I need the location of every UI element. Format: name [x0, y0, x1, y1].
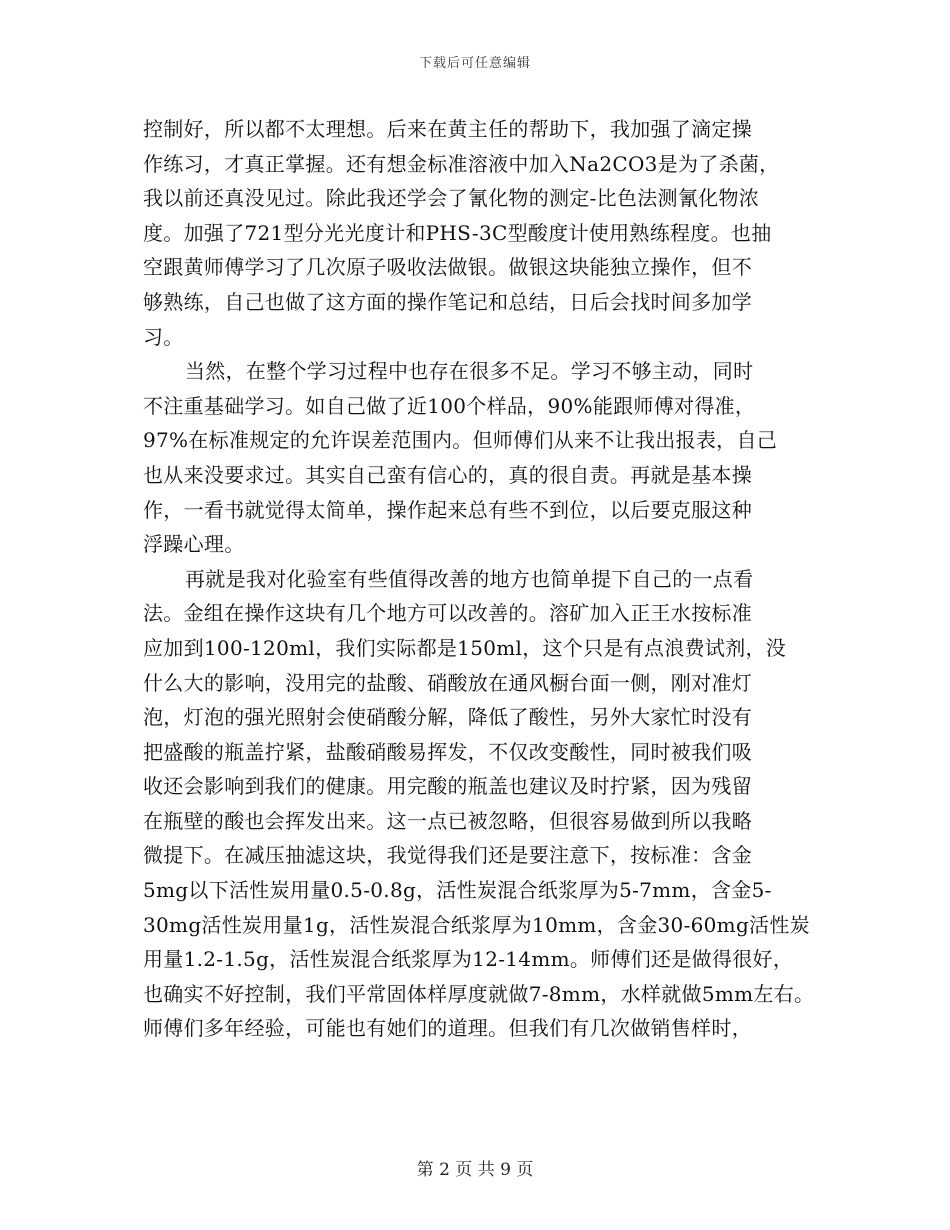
text-line: 应加到100-120ml，我们实际都是150ml，这个只是有点浪费试剂，没: [143, 635, 787, 660]
text-line: 作，一看书就觉得太简单，操作起来总有些不到位，以后要克服这种: [143, 497, 752, 522]
text-line: 用量1.2-1.5g，活性炭混合纸浆厚为12-14mm。师傅们还是做得很好，: [143, 947, 794, 972]
page-number-footer: 第 2 页 共 9 页: [416, 1160, 534, 1180]
text-line: 够熟练，自己也做了这方面的操作笔记和总结，日后会找时间多加学: [143, 289, 752, 314]
text-line: 浮躁心理。: [143, 532, 245, 557]
text-line: 97%在标准规定的允许误差范围内。但师傅们从来不让我出报表，自己: [143, 428, 778, 453]
text-line: 不注重基础学习。如自己做了近100个样品，90%能跟师傅对得准，: [143, 393, 756, 418]
text-line: 度。加强了721型分光光度计和PHS-3C型酸度计使用熟练程度。也抽: [143, 220, 772, 245]
text-line: 也确实不好控制，我们平常固体样厚度就做7-8mm，水样就做5mm左右。: [143, 981, 815, 1006]
text-line: 把盛酸的瓶盖拧紧，盐酸硝酸易挥发，不仅改变酸性，同时被我们吸: [143, 739, 752, 764]
text-line: 我以前还真没见过。除此我还学会了氰化物的测定-比色法测氰化物浓: [143, 186, 760, 211]
text-line: 在瓶壁的酸也会挥发出来。这一点已被忽略，但很容易做到所以我略: [143, 808, 752, 833]
paragraph-first-line: 当然，在整个学习过程中也存在很多不足。学习不够主动，同时: [185, 359, 754, 384]
text-line: 5mg以下活性炭用量0.5-0.8g，活性炭混合纸浆厚为5-7mm，含金5-: [143, 878, 772, 903]
text-line: 也从来没要求过。其实自己蛮有信心的，真的很自责。再就是基本操: [143, 462, 752, 487]
document-body: [143, 112, 815, 1046]
text-line: 习。: [143, 324, 184, 349]
text-line: 法。金组在操作这块有几个地方可以改善的。溶矿加入正王水按标准: [143, 601, 752, 626]
text-line: 空跟黄师傅学习了几次原子吸收法做银。做银这块能独立操作，但不: [143, 255, 752, 280]
text-line: 30mg活性炭用量1g，活性炭混合纸浆厚为10mm，含金30-60mg活性炭: [143, 912, 810, 937]
paragraph-first-line: 再就是我对化验室有些值得改善的地方也简单提下自己的一点看: [185, 566, 754, 591]
page-header: 下载后可任意编辑: [418, 56, 531, 71]
text-line: 微提下。在减压抽滤这块，我觉得我们还是要注意下，按标准：含金: [143, 843, 752, 868]
text-line: 泡，灯泡的强光照射会使硝酸分解，降低了酸性，另外大家忙时没有: [143, 705, 752, 730]
text-line: 作练习，才真正掌握。还有想金标准溶液中加入Na2CO3是为了杀菌，: [143, 151, 780, 176]
text-line: 什么大的影响，没用完的盐酸、硝酸放在通风橱台面一侧，刚对准灯: [143, 670, 752, 695]
text-line: 师傅们多年经验，可能也有她们的道理。但我们有几次做销售样时，: [143, 1016, 752, 1041]
text-line: 控制好，所以都不太理想。后来在黄主任的帮助下，我加强了滴定操: [143, 117, 752, 141]
text-line: 收还会影响到我们的健康。用完酸的瓶盖也建议及时拧紧，因为残留: [143, 774, 752, 799]
